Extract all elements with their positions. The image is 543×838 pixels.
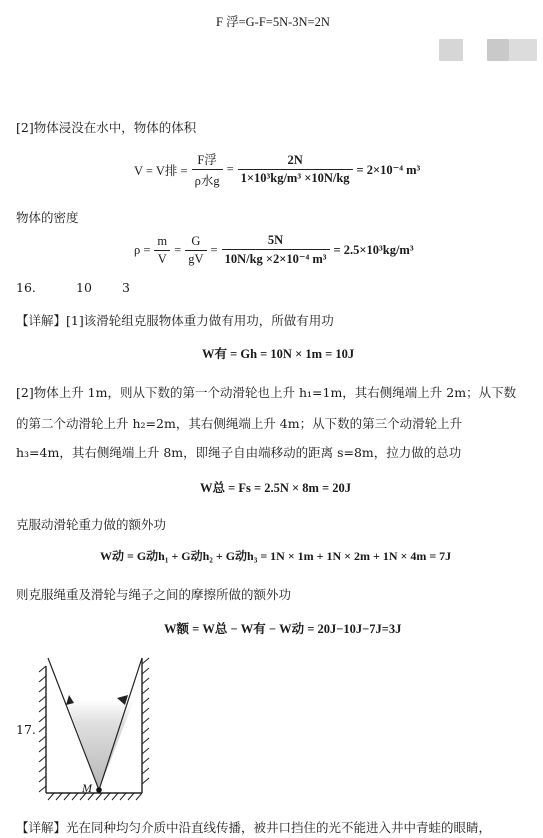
density-frac-1 [154,234,170,267]
friction-work-label: 则克服绳重及滑轮与绳子之间的摩擦所做的额外功 [16,587,292,602]
point-m [96,787,102,793]
volume-frac-2-num: 2N [238,153,353,170]
density-lhs: ρ = [134,242,151,257]
density-equals-2: = [210,242,218,257]
density-equation [134,233,414,267]
density-frac-1-num: m [154,234,170,251]
q16-para2-line1: [2]物体上升 1m，则从下数的第一个动滑轮也上升 h₁=1m，其右侧绳端上升 2m；从下数 [16,385,517,400]
extra-work-label: 克服动滑轮重力做的额外功 [16,517,167,532]
left-wall-hatching [39,666,46,792]
q16-number: 16. [16,280,36,295]
q16-detail-1: 【详解】[1]该滑轮组克服物体重力做有用功，所做有用功 [16,313,334,328]
density-frac-2 [185,234,206,267]
density-frac-2-den: gV [188,251,204,266]
friction-work-equation: W额 = W总 − W有 − W动 = 20J−10J−7J=3J [164,622,402,636]
point-m-label: M [82,781,92,795]
volume-frac-2-den: 1×10³kg/m³ ×10N/kg [240,171,350,185]
total-work-equation: W总 = Fs = 2.5N × 8m = 20J [200,481,352,495]
volume-intro: [2]物体浸没在水中，物体的体积 [16,120,197,135]
density-frac-3-den: 10N/kg ×2×10⁻⁴ m³ [224,252,327,266]
density-equals-1: = [174,242,182,257]
volume-frac-1-den: ρ水g [194,174,220,188]
density-label: 物体的密度 [16,210,79,225]
buoyancy-equation: F 浮=G-F=5N-3N=2N [216,15,330,29]
density-frac-1-den: V [157,251,167,266]
q16-para2-line3: h₃=4m，其右侧绳端上升 8m，即绳子自由端移动的距离 s=8m，拉力做的总功 [16,445,462,460]
volume-frac-1 [192,150,223,189]
bottom-hatching [48,793,142,800]
density-frac-3 [222,233,330,267]
q17-number: 17. [16,722,36,737]
volume-frac-1-num: F浮 [192,150,223,170]
volume-lhs: V = V排 = [134,163,188,178]
blurred-box-2 [487,39,509,61]
volume-result: = 2×10⁻⁴ m³ [356,162,421,177]
blurred-box-3 [509,39,537,61]
volume-equation [134,150,420,189]
useful-work-equation: W有 = Gh = 10N × 1m = 10J [202,347,355,361]
q16-answer-1: 10 [76,280,92,295]
density-frac-2-num: G [185,234,206,251]
q16-para2-line2: 的第二个动滑轮上升 h₂=2m，其右侧绳端上升 4m；从下数的第三个动滑轮上升 [16,416,463,431]
blurred-box-1 [439,39,463,61]
volume-frac-2 [238,153,353,186]
volume-equals: = [226,162,234,176]
density-frac-3-num: 5N [222,233,330,250]
well-diagram [36,652,156,802]
extra-work-equation: W动 = G动h₁ + G动h₂ + G动h₃ = 1N × 1m + 1N × 2m + 1N × 4m = 7J [100,549,452,563]
right-wall-hatching [142,658,149,784]
q17-detail: 【详解】光在同种均匀介质中沿直线传播，被井口挡住的光不能进入井中青蛙的眼睛， [16,820,492,835]
q16-answer-2: 3 [122,280,130,295]
density-result: = 2.5×10³kg/m³ [333,242,414,257]
